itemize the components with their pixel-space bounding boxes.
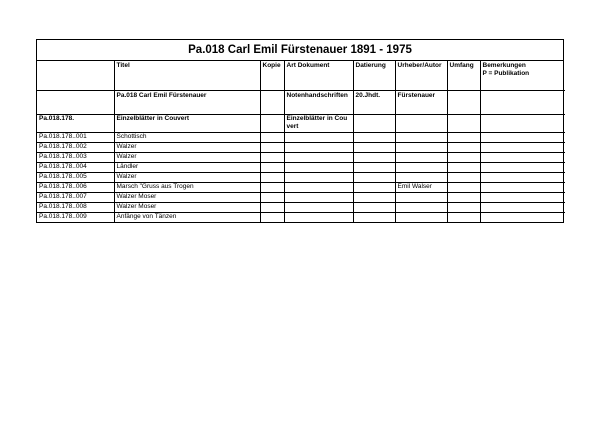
item-row-umfang-cell bbox=[447, 133, 480, 143]
item-row-bemerkungen-cell bbox=[480, 183, 565, 193]
item-row bbox=[37, 213, 565, 223]
item-row-titel-cell: Walzer Moser bbox=[114, 203, 260, 213]
item-row-art-dokument-cell bbox=[284, 183, 353, 193]
group-row-art-dokument-cell: Einzelblätter in Couvert bbox=[284, 115, 353, 133]
item-row-art-dokument-cell bbox=[284, 203, 353, 213]
item-row bbox=[37, 203, 565, 213]
item-row-urheber-cell bbox=[395, 213, 447, 223]
item-row-datierung-cell bbox=[353, 133, 395, 143]
group-row-urheber-cell bbox=[395, 115, 447, 133]
header-row-urheber-cell: Urheber/Autor bbox=[395, 61, 447, 91]
item-row-umfang-cell bbox=[447, 193, 480, 203]
item-row-urheber-cell bbox=[395, 173, 447, 183]
inventory-table bbox=[37, 61, 565, 222]
item-row-urheber-cell bbox=[395, 133, 447, 143]
item-row-umfang-cell bbox=[447, 153, 480, 163]
item-row-signatur-cell: Pa.018.178..006 bbox=[37, 183, 114, 193]
item-row-bemerkungen-cell bbox=[480, 213, 565, 223]
collection-row-urheber-cell: Fürstenauer bbox=[395, 91, 447, 115]
collection-row-titel-cell: Pa.018 Carl Emil Fürstenauer bbox=[114, 91, 260, 115]
item-row-titel-cell: Walzer bbox=[114, 153, 260, 163]
group-row-kopie-cell bbox=[260, 115, 284, 133]
item-row-signatur-cell: Pa.018.178..004 bbox=[37, 163, 114, 173]
item-row-bemerkungen-cell bbox=[480, 133, 565, 143]
header-row-bemerkungen-cell: Bemerkungen P = Publikation bbox=[480, 61, 565, 91]
header-row-titel-cell: Titel bbox=[114, 61, 260, 91]
item-row-titel-cell: Walzer bbox=[114, 143, 260, 153]
item-row-urheber-cell bbox=[395, 163, 447, 173]
item-row-umfang-cell bbox=[447, 183, 480, 193]
collection-row-signatur-cell bbox=[37, 91, 114, 115]
item-row-datierung-cell bbox=[353, 193, 395, 203]
sheet-title: Pa.018 Carl Emil Fürstenauer 1891 - 1975 bbox=[37, 40, 563, 61]
item-row-kopie-cell bbox=[260, 153, 284, 163]
item-row-umfang-cell bbox=[447, 143, 480, 153]
item-row-bemerkungen-cell bbox=[480, 163, 565, 173]
item-row-signatur-cell: Pa.018.178..005 bbox=[37, 173, 114, 183]
item-row-signatur-cell: Pa.018.178..003 bbox=[37, 153, 114, 163]
item-row-kopie-cell bbox=[260, 143, 284, 153]
collection-row bbox=[37, 91, 565, 115]
item-row bbox=[37, 143, 565, 153]
item-row-urheber-cell bbox=[395, 193, 447, 203]
item-row-titel-cell: Walzer bbox=[114, 173, 260, 183]
item-row-signatur-cell: Pa.018.178..009 bbox=[37, 213, 114, 223]
header-row-kopie-cell: Kopie bbox=[260, 61, 284, 91]
item-row-titel-cell: Anfänge von Tänzen bbox=[114, 213, 260, 223]
item-row-umfang-cell bbox=[447, 213, 480, 223]
item-row-titel-cell: Marsch "Gruss aus Trogen bbox=[114, 183, 260, 193]
item-row-kopie-cell bbox=[260, 203, 284, 213]
item-row-datierung-cell bbox=[353, 153, 395, 163]
item-row bbox=[37, 173, 565, 183]
header-row bbox=[37, 61, 565, 91]
group-row-bemerkungen-cell bbox=[480, 115, 565, 133]
group-row bbox=[37, 115, 565, 133]
item-row-bemerkungen-cell bbox=[480, 193, 565, 203]
collection-row-kopie-cell bbox=[260, 91, 284, 115]
item-row bbox=[37, 193, 565, 203]
item-row-art-dokument-cell bbox=[284, 213, 353, 223]
collection-row-bemerkungen-cell bbox=[480, 91, 565, 115]
item-row-datierung-cell bbox=[353, 143, 395, 153]
header-row-umfang-cell: Umfang bbox=[447, 61, 480, 91]
header-row-art-dokument-cell: Art Dokument bbox=[284, 61, 353, 91]
item-row bbox=[37, 153, 565, 163]
item-row-signatur-cell: Pa.018.178..008 bbox=[37, 203, 114, 213]
header-row-signatur-cell bbox=[37, 61, 114, 91]
group-row-signatur-cell: Pa.018.178. bbox=[37, 115, 114, 133]
item-row-signatur-cell: Pa.018.178..002 bbox=[37, 143, 114, 153]
item-row-bemerkungen-cell bbox=[480, 203, 565, 213]
item-row-bemerkungen-cell bbox=[480, 153, 565, 163]
item-row-datierung-cell bbox=[353, 183, 395, 193]
item-row-kopie-cell bbox=[260, 133, 284, 143]
collection-row-umfang-cell bbox=[447, 91, 480, 115]
group-row-umfang-cell bbox=[447, 115, 480, 133]
item-row-datierung-cell bbox=[353, 173, 395, 183]
item-row-datierung-cell bbox=[353, 213, 395, 223]
item-row-titel-cell: Schottisch bbox=[114, 133, 260, 143]
item-row-signatur-cell: Pa.018.178..001 bbox=[37, 133, 114, 143]
item-row bbox=[37, 183, 565, 193]
item-row-kopie-cell bbox=[260, 213, 284, 223]
item-row-urheber-cell bbox=[395, 203, 447, 213]
item-row-datierung-cell bbox=[353, 163, 395, 173]
item-row-art-dokument-cell bbox=[284, 193, 353, 203]
item-row-umfang-cell bbox=[447, 163, 480, 173]
item-row-umfang-cell bbox=[447, 203, 480, 213]
item-row bbox=[37, 163, 565, 173]
item-row-kopie-cell bbox=[260, 173, 284, 183]
item-row-art-dokument-cell bbox=[284, 133, 353, 143]
item-row-urheber-cell: Emil Walser bbox=[395, 183, 447, 193]
collection-row-datierung-cell: 20.Jhdt. bbox=[353, 91, 395, 115]
item-row-kopie-cell bbox=[260, 193, 284, 203]
item-row-kopie-cell bbox=[260, 163, 284, 173]
header-row-datierung-cell: Datierung bbox=[353, 61, 395, 91]
item-row-bemerkungen-cell bbox=[480, 143, 565, 153]
item-row-signatur-cell: Pa.018.178..007 bbox=[37, 193, 114, 203]
item-row-umfang-cell bbox=[447, 173, 480, 183]
item-row-titel-cell: Ländler bbox=[114, 163, 260, 173]
item-row-kopie-cell bbox=[260, 183, 284, 193]
group-row-datierung-cell bbox=[353, 115, 395, 133]
item-row-urheber-cell bbox=[395, 143, 447, 153]
item-row-urheber-cell bbox=[395, 153, 447, 163]
item-row-art-dokument-cell bbox=[284, 163, 353, 173]
item-row bbox=[37, 133, 565, 143]
collection-row-art-dokument-cell: Notenhandschriften bbox=[284, 91, 353, 115]
item-row-art-dokument-cell bbox=[284, 153, 353, 163]
item-row-datierung-cell bbox=[353, 203, 395, 213]
inventory-sheet bbox=[36, 39, 564, 223]
group-row-titel-cell: Einzelblätter in Couvert bbox=[114, 115, 260, 133]
item-row-art-dokument-cell bbox=[284, 173, 353, 183]
item-row-art-dokument-cell bbox=[284, 143, 353, 153]
item-row-titel-cell: Walzer Moser bbox=[114, 193, 260, 203]
item-row-bemerkungen-cell bbox=[480, 173, 565, 183]
